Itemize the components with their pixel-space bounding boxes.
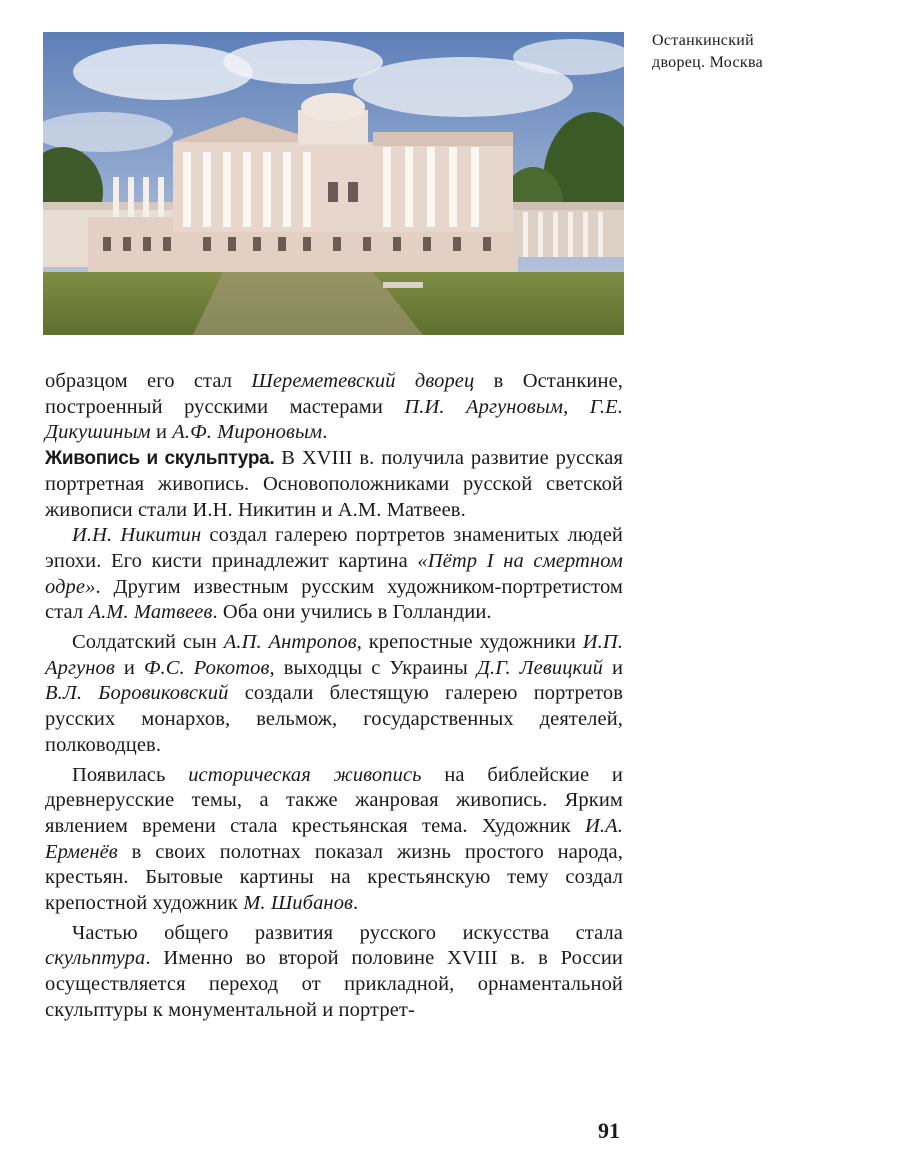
italic-run: П.И. Аргуновым, Г.Е. Дикушиным bbox=[45, 395, 624, 444]
paragraph-5 bbox=[45, 763, 623, 917]
italic-run: историческая живопись bbox=[188, 763, 422, 786]
italic-run: скульптура bbox=[45, 947, 146, 970]
paragraph-1 bbox=[45, 369, 623, 446]
paragraph-3 bbox=[45, 523, 623, 626]
paragraph-4 bbox=[45, 630, 623, 759]
text-run: , выходцы с Украины bbox=[269, 656, 477, 679]
paragraph-6 bbox=[45, 921, 623, 1024]
text-run: . bbox=[353, 892, 359, 915]
italic-run: Д.Г. Левицкий bbox=[476, 656, 603, 679]
italic-run: Ф.С. Рокотов bbox=[143, 656, 270, 679]
page-number: 91 bbox=[598, 1118, 620, 1143]
text-run: в Останкине, построенный русскими мастерами bbox=[45, 370, 623, 418]
section-heading: Живопись и скульптура. bbox=[45, 448, 275, 470]
text-run: . Именно во второй половине XVIII в. в России осуществляется переход от прикладной, орнаментальной скульптуры к монументальной и портрет- bbox=[45, 947, 623, 1021]
text-run: создал галерею портретов знаменитых людей эпохи. Его кисти принадлежит картина bbox=[45, 524, 623, 572]
caption-line-2: дворец. Москва bbox=[652, 54, 763, 71]
text-run: В XVIII в. получила развитие русская портретная живопись. Основоположниками русской светской живописи стали И.Н. Никитин и А.М. Матвеев. bbox=[45, 447, 623, 521]
text-run: Частью общего развития русского искусства стала bbox=[72, 921, 623, 944]
text-run: и bbox=[114, 656, 144, 679]
italic-run: Шереметевский дворец bbox=[251, 370, 475, 392]
paragraph-2 bbox=[45, 446, 623, 523]
text-run: на библейские и древнерусские темы, а также жанровая живопись. Ярким явлением времени стала крестьянская тема. Художник bbox=[45, 763, 623, 837]
text-run: , крепостные художники bbox=[356, 631, 583, 654]
italic-run: А.П. Антропов bbox=[223, 631, 357, 654]
italic-run: И.А. Ерменёв bbox=[45, 814, 623, 863]
text-run: в своих полотнах показал жизнь простого народа, крестьян. Бытовые картины на крестьянскую тему создал крепостной художник bbox=[45, 840, 623, 915]
text-run: образцом его стал bbox=[45, 370, 252, 392]
italic-run: А.М. Матвеев bbox=[88, 601, 213, 624]
text-run: Солдатский сын bbox=[72, 631, 224, 654]
text-run: . Другим известным русским художником-портретистом стал bbox=[45, 575, 623, 624]
photo-caption bbox=[652, 30, 872, 74]
text-run: . Оба они учились в Голландии. bbox=[212, 601, 492, 624]
body-text bbox=[45, 369, 623, 1024]
italic-run: В.Л. Боровиковский bbox=[45, 682, 229, 705]
italic-run: А.Ф. Мироновым bbox=[172, 421, 323, 444]
text-run: . bbox=[322, 421, 328, 444]
italic-run: И.П. Аргунов bbox=[45, 631, 624, 679]
text-run: и bbox=[602, 656, 624, 679]
text-run: Появилась bbox=[72, 763, 189, 786]
text-run: создали блестящую галерею портретов русских монархов, вельмож, государственных деятелей, полководцев. bbox=[45, 682, 623, 756]
italic-run: М. Шибанов bbox=[243, 892, 354, 915]
italic-run: И.Н. Никитин bbox=[72, 524, 202, 547]
italic-run: «Пётр I на смертном одре» bbox=[45, 549, 623, 598]
text-run: и bbox=[150, 421, 173, 444]
caption-line-1: Останкинский bbox=[652, 32, 755, 49]
ostankino-palace-photo bbox=[43, 32, 624, 335]
